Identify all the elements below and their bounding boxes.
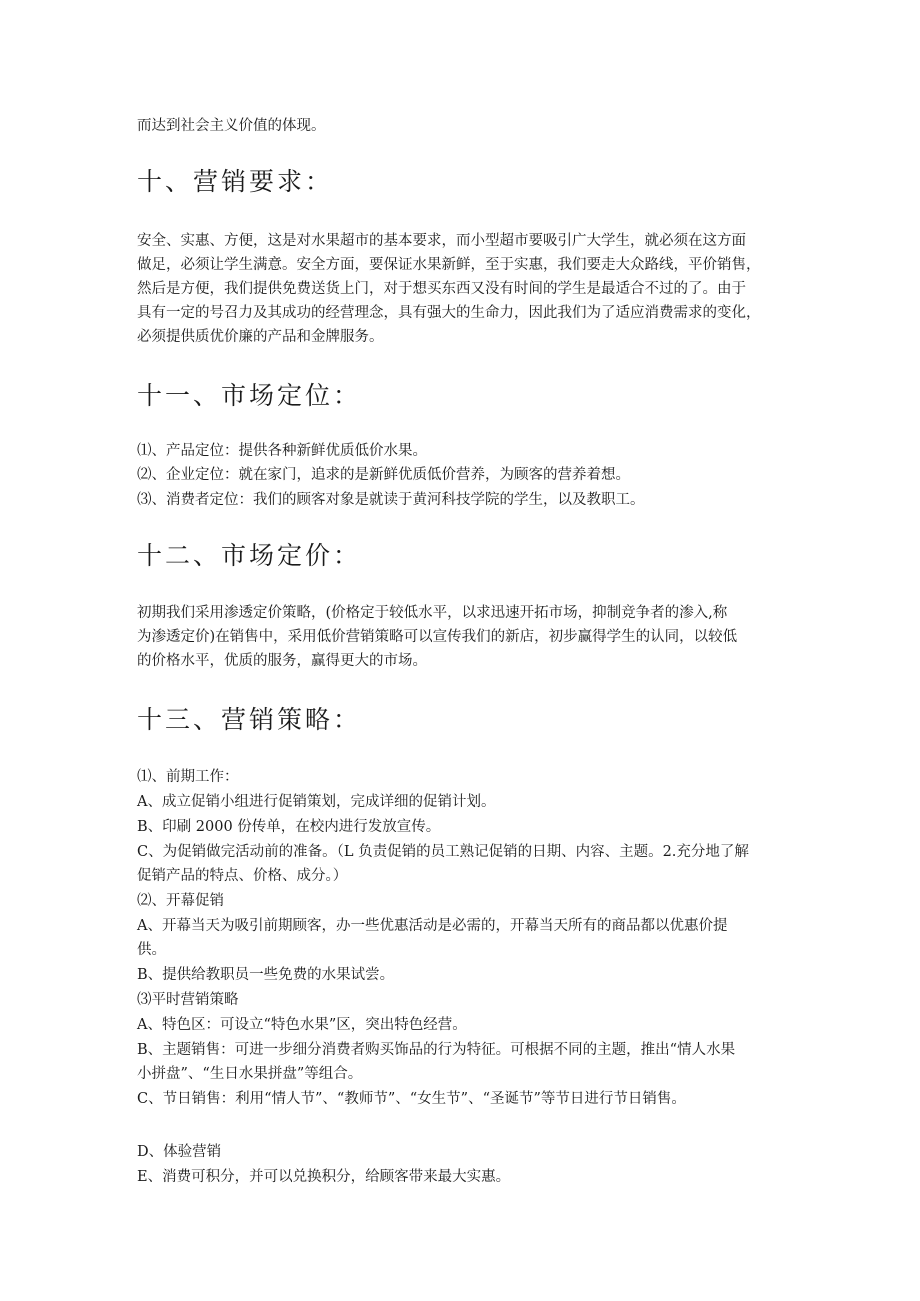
s13-line: 供。 xyxy=(137,942,166,958)
s13-tail-line: D、体验营销 xyxy=(137,1144,222,1160)
s13-line: A、成立促销小组进行促销策划，完成详细的促销计划。 xyxy=(137,794,496,810)
s13-line: B、提供给教职员一些免费的水果试尝。 xyxy=(137,967,395,983)
s13-line: C、为促销做完活动前的准备。（L 负责促销的员工熟记促销的日期、内容、主题。2.充分地了解 xyxy=(137,844,749,860)
s10-line: 安全、实惠、方便，这是对水果超市的基本要求，而小型超市要吸引广大学生，就必须在这方面 xyxy=(137,233,746,249)
s11-item: ⑵、企业定位：就在家门，追求的是新鲜优质低价营养，为顾客的营养着想。 xyxy=(137,467,630,483)
section-12-heading: 十二、市场定价： xyxy=(137,541,362,570)
s13-line: 小拼盘”、“生日水果拼盘”等组合。 xyxy=(137,1066,363,1082)
section-13-heading: 十三、营销策略： xyxy=(137,705,362,734)
s11-item: ⑴、产品定位：提供各种新鲜优质低价水果。 xyxy=(137,443,427,459)
s12-line: 为渗透定价)在销售中，采用低价营销策略可以宣传我们的新店，初步赢得学生的认同，以较低 xyxy=(137,629,738,645)
intro-tail-text: 而达到社会主义价值的体现。 xyxy=(137,118,326,134)
s10-line: 然后是方便，我们提供免费送货上门，对于想买东西又没有时间的学生是最适合不过的了。由于 xyxy=(137,281,746,297)
s13-line: A、特色区：可设立“特色水果”区，突出特色经营。 xyxy=(137,1017,467,1033)
s12-line: 初期我们采用渗透定价策略，(价格定于较低水平，以求迅速开拓市场，抑制竞争者的渗入,称 xyxy=(137,605,728,621)
s10-line: 必须提供质优价廉的产品和金牌服务。 xyxy=(137,329,384,345)
s13-tail-line: E、消费可积分，并可以兑换积分，给顾客带来最大实惠。 xyxy=(137,1169,511,1185)
section-11-heading: 十一、市场定位： xyxy=(137,381,362,410)
s13-line: A、开幕当天为吸引前期顾客，办一些优惠活动是必需的，开幕当天所有的商品都以优惠价提 xyxy=(137,918,728,934)
s13-line: ⑶平时营销策略 xyxy=(137,992,239,1008)
s13-line: 促销产品的特点、价格、成分。） xyxy=(137,868,348,884)
s13-line: B、印刷 2000 份传单，在校内进行发放宣传。 xyxy=(137,819,441,835)
section-10-heading: 十、营销要求： xyxy=(137,167,334,196)
s12-line: 的价格水平，优质的服务，赢得更大的市场。 xyxy=(137,653,427,669)
s13-line: C、节日销售：利用“情人节”、“教师节”、“女生节”、“圣诞节”等节日进行节日销售。 xyxy=(137,1091,686,1107)
s13-line: ⑵、开幕促销 xyxy=(137,893,224,909)
s10-line: 具有一定的号召力及其成功的经营理念，具有强大的生命力，因此我们为了适应消费需求的变化， xyxy=(137,305,761,321)
s13-line: B、主题销售：可进一步细分消费者购买饰品的行为特征。可根据不同的主题，推出“情人水果 xyxy=(137,1042,736,1058)
s10-line: 做足，必须让学生满意。安全方面，要保证水果新鲜，至于实惠，我们要走大众路线，平价销售， xyxy=(137,257,761,273)
s11-item: ⑶、消费者定位：我们的顾客对象是就读于黄河科技学院的学生，以及教职工。 xyxy=(137,492,645,508)
s13-line: ⑴、前期工作： xyxy=(137,769,239,785)
